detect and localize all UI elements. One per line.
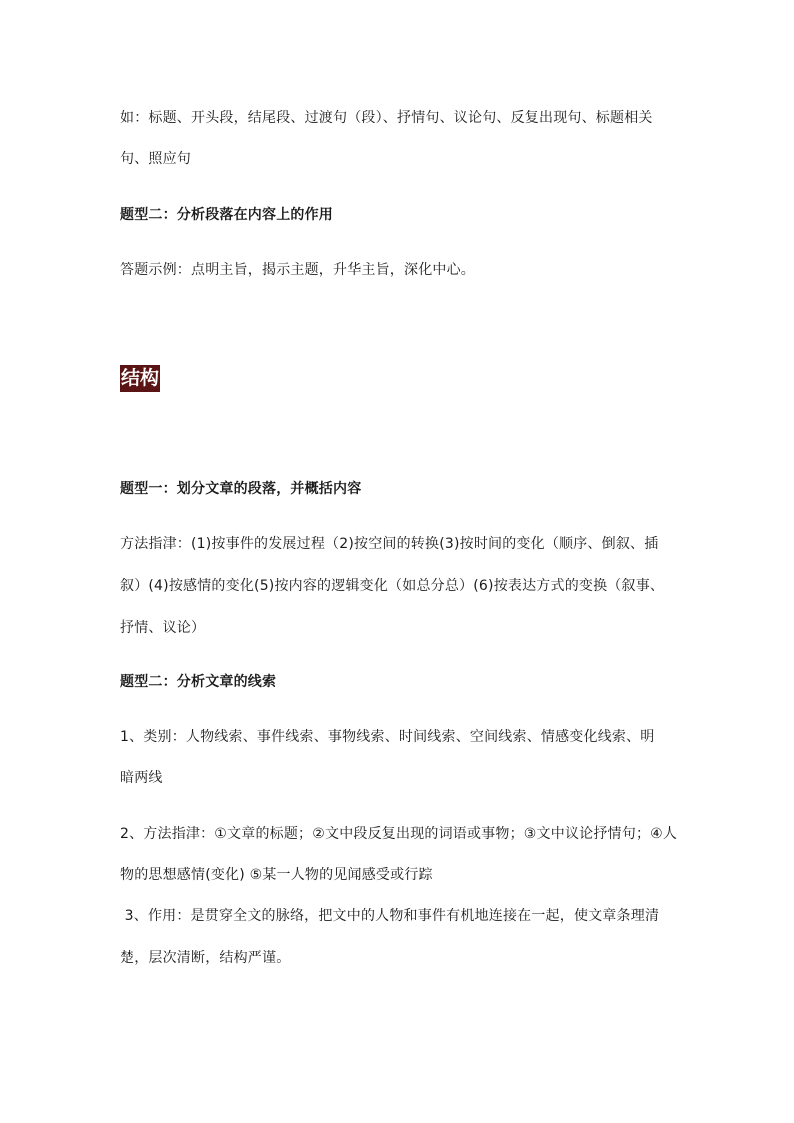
paragraph-line: 1、类别：人物线索、事件线索、事物线索、时间线索、空间线索、情感变化线索、明 <box>120 729 655 745</box>
paragraph-line: 2、方法指津：①文章的标题；②文中段反复出现的词语或事物；③文中议论抒情句；④人 <box>120 826 678 842</box>
question-type-heading: 题型一：划分文章的段落，并概括内容 <box>120 481 362 497</box>
section-title-structure: 结构 <box>120 365 160 392</box>
paragraph-line: 如：标题、开头段，结尾段、过渡句（段）、抒情句、议论句、反复出现句、标题相关 <box>120 110 653 126</box>
paragraph-line: 暗两线 <box>120 770 163 786</box>
paragraph-line: 方法指津：(1)按事件的发展过程（2)按空间的转换(3)按时间的变化（顺序、倒叙、插 <box>120 536 659 552</box>
question-type-heading: 题型二：分析文章的线索 <box>120 674 277 690</box>
paragraph-line: 叙）(4)按感情的变化(5)按内容的逻辑变化（如总分总）(6)按表达方式的变换（叙事、 <box>120 578 665 594</box>
paragraph-line: 物的思想感情(变化) ⑤某一人物的见闻感受或行踪 <box>120 867 433 883</box>
paragraph-line: 楚，层次清断，结构严谨。 <box>120 950 291 966</box>
question-type-heading: 题型二：分析段落在内容上的作用 <box>120 207 333 223</box>
paragraph-line: 句、照应句 <box>120 151 191 167</box>
paragraph-line: 3、作用：是贯穿全文的脉络，把文中的人物和事件有机地连接在一起，使文章条理清 <box>120 908 660 924</box>
paragraph-line: 答题示例：点明主旨，揭示主题，升华主旨，深化中心。 <box>120 262 475 278</box>
paragraph-line: 抒情、议论） <box>120 620 206 636</box>
